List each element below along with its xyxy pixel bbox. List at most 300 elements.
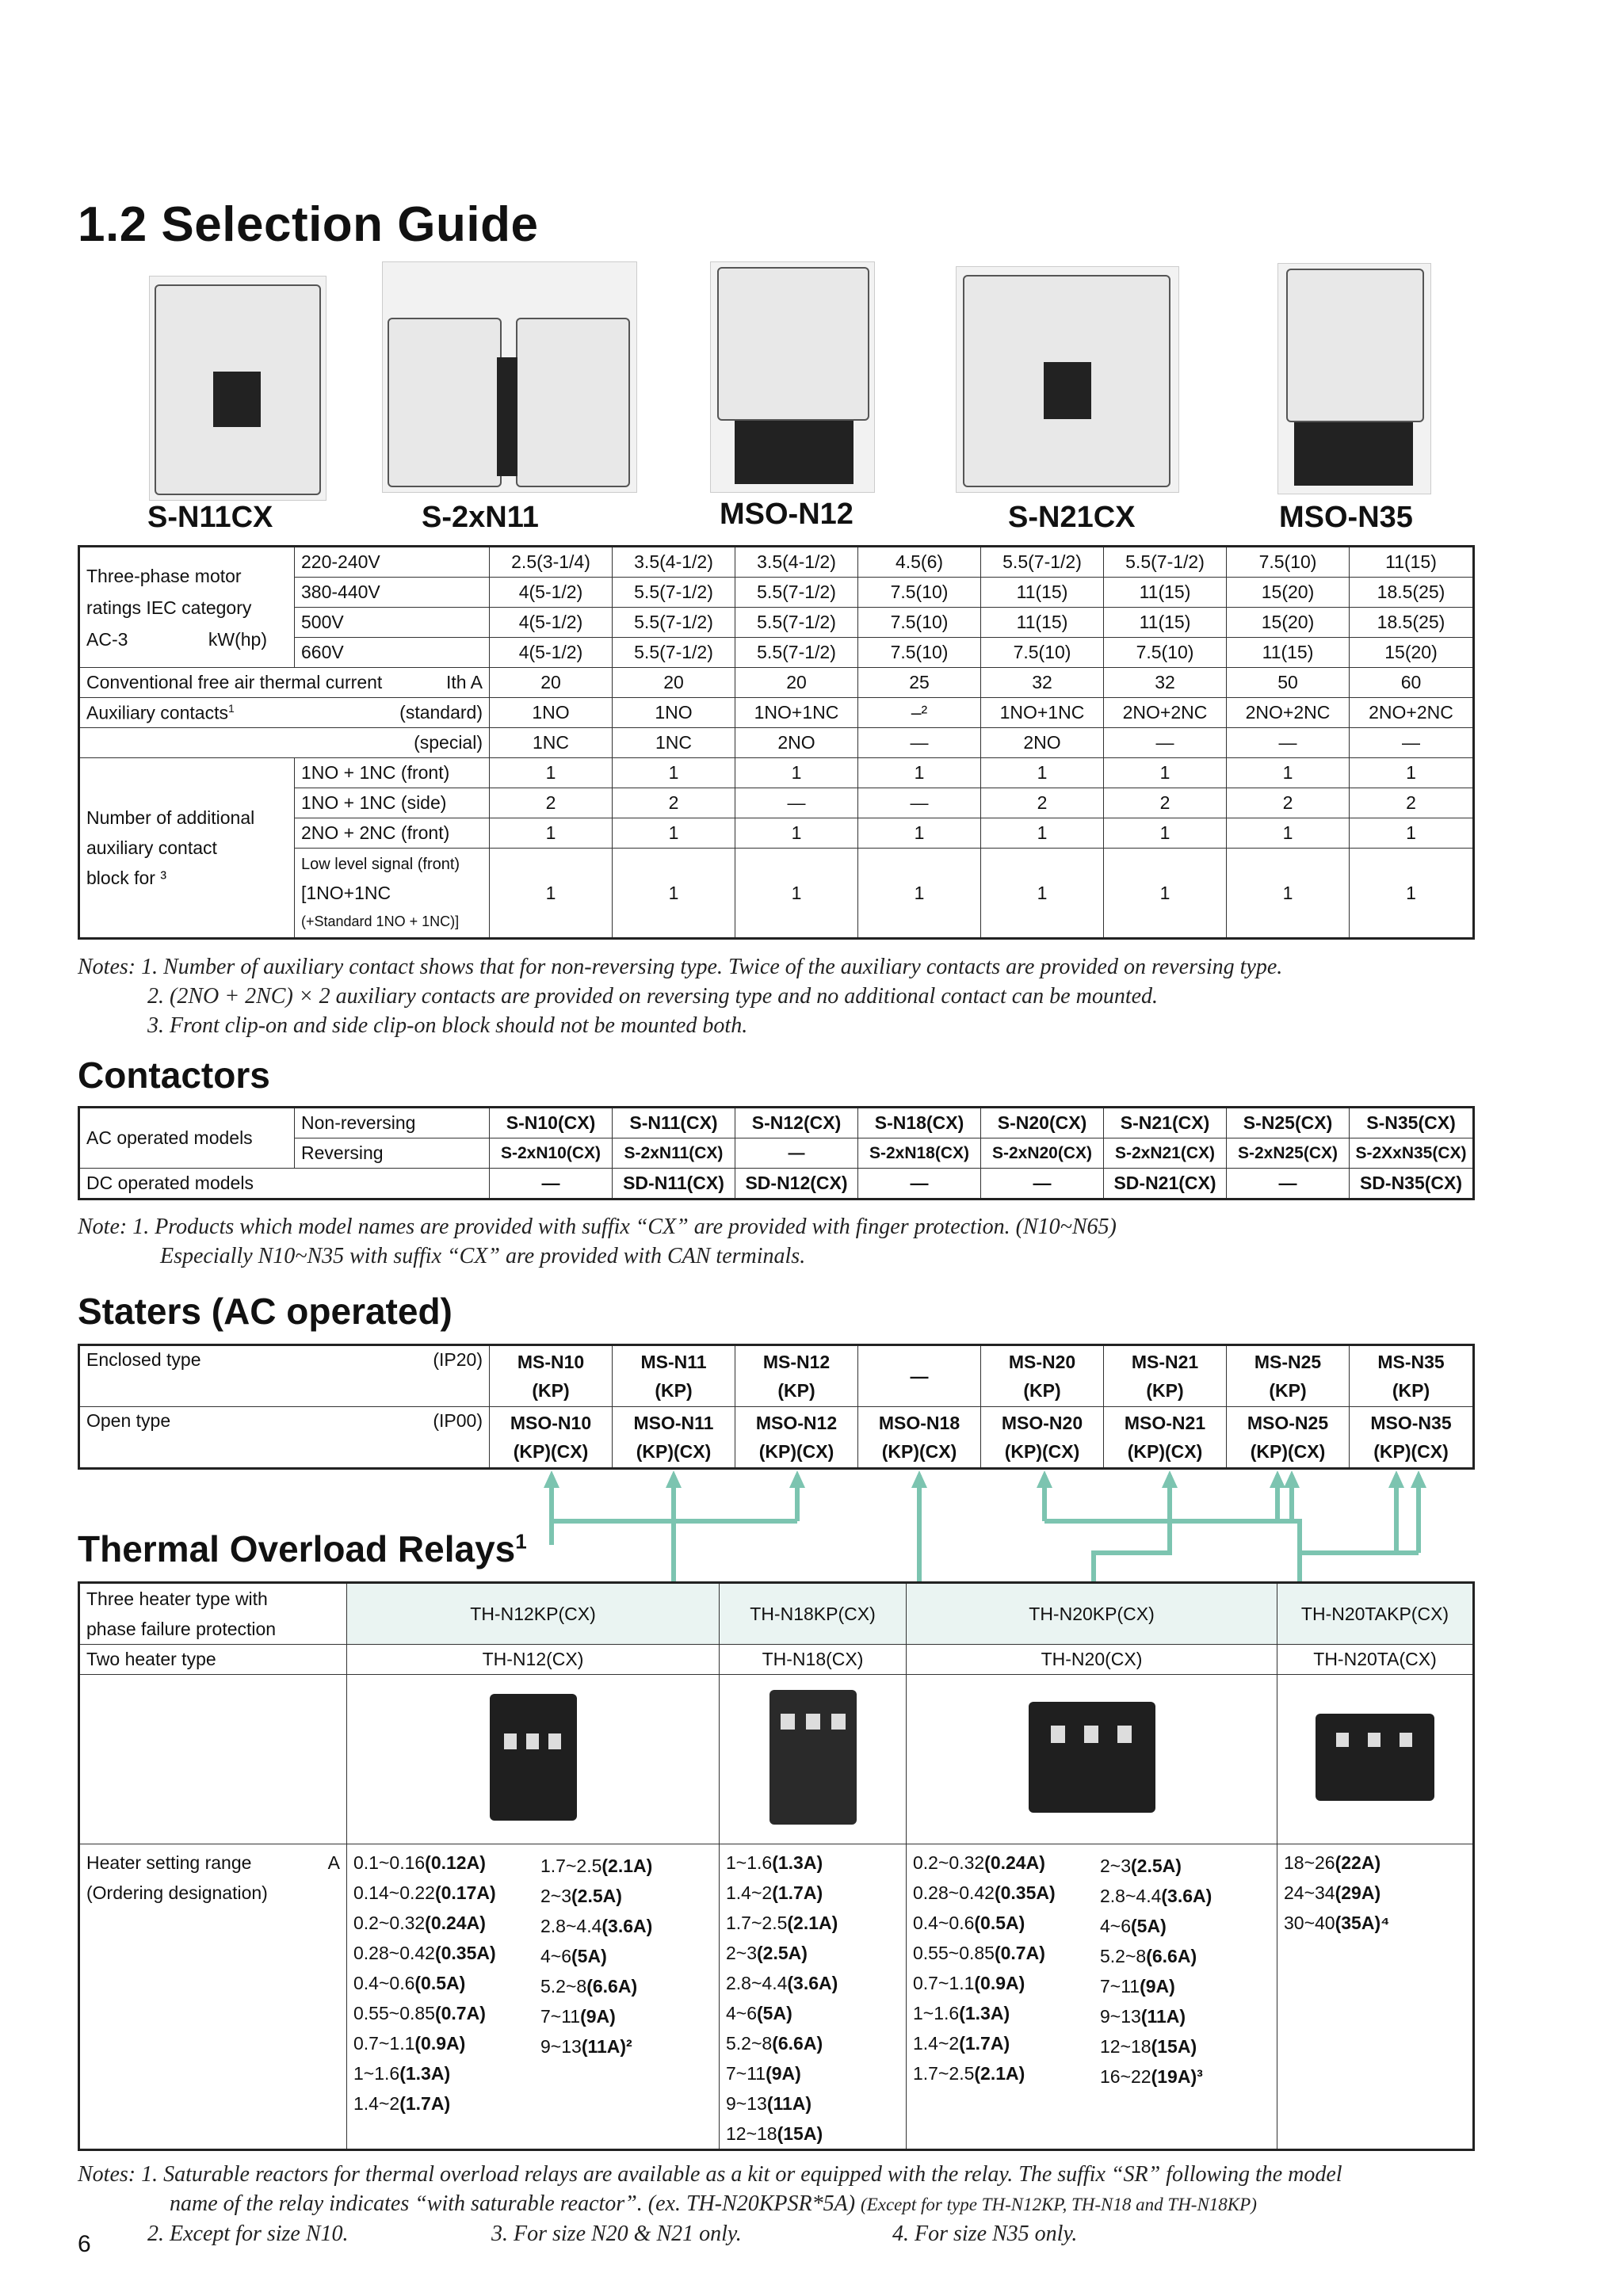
range-value: 1.4~2 <box>913 2033 960 2054</box>
heater-range <box>353 1848 540 1878</box>
heater-range <box>540 2001 652 2031</box>
range-value: 0.28~0.42 <box>353 1943 435 1963</box>
contactor-model: — <box>1227 1169 1350 1199</box>
motor-rating-value: 11(15) <box>981 578 1104 608</box>
note-line <box>78 2189 1583 2219</box>
block-count-value: 1 <box>613 818 735 849</box>
enclosed-label <box>79 1345 490 1407</box>
thermal-current-value: 60 <box>1350 668 1474 698</box>
model-line: (KP)(CX) <box>1250 1441 1326 1462</box>
contactor-model: S-2xN10(CX) <box>490 1138 613 1169</box>
photo-row-label <box>79 1675 347 1844</box>
designation: (0.5A) <box>974 1913 1025 1933</box>
range-th-n20 <box>907 1844 1277 2150</box>
designation: (5A) <box>571 1946 607 1966</box>
label-line: phase failure protection <box>86 1619 277 1639</box>
aux-special-value: — <box>1227 728 1350 758</box>
aux-standard-value: 1NO+1NC <box>981 698 1104 728</box>
designation: (19A)³ <box>1151 2066 1203 2087</box>
block-count-value: 1 <box>981 849 1104 939</box>
heater-range <box>1100 1911 1212 1941</box>
product-photo-mso-n35 <box>1277 263 1431 494</box>
label-line: Three-phase motor <box>86 565 242 586</box>
label-line <box>86 1349 483 1371</box>
label-text: Conventional free air thermal current <box>86 672 383 692</box>
contactor-model: SD-N21(CX) <box>1104 1169 1227 1199</box>
motor-rating-value: 15(20) <box>1350 638 1474 668</box>
contactor-model: S-N20(CX) <box>981 1108 1104 1138</box>
block-count-value: 2 <box>1104 788 1227 818</box>
designation: (5A) <box>1131 1916 1167 1936</box>
designation: (11A)² <box>581 2036 632 2057</box>
block-count-value: 1 <box>490 818 613 849</box>
range-value: 0.1~0.16 <box>353 1852 426 1873</box>
contactor-model: S-2XxN35(CX) <box>1350 1138 1474 1169</box>
contactor-nonrev-row <box>79 1108 1474 1138</box>
designation: (0.12A) <box>425 1852 486 1873</box>
contactor-dc-row <box>79 1169 1474 1199</box>
block-count-value: 1 <box>735 758 858 788</box>
range-value: 30~40 <box>1284 1913 1335 1933</box>
contactors-table <box>78 1106 1475 1200</box>
thermal-current-value: 50 <box>1227 668 1350 698</box>
model-line: (KP)(CX) <box>1373 1441 1449 1462</box>
relay-three-heater: TH-N20KP(CX) <box>907 1583 1277 1645</box>
heater-range <box>353 2058 540 2088</box>
heater-range <box>1100 2031 1212 2061</box>
range-value: 0.14~0.22 <box>353 1882 435 1903</box>
heater-range <box>1100 2061 1212 2092</box>
label-line <box>86 1410 483 1432</box>
range-value: 12~18 <box>1100 2036 1151 2057</box>
heater-range <box>353 1938 540 1968</box>
designation: (0.35A) <box>434 1943 496 1963</box>
model-line: (KP)(CX) <box>513 1441 589 1462</box>
heater-range <box>1100 2001 1212 2031</box>
additional-block-label <box>79 758 295 939</box>
motor-rating-value: 4.5(6) <box>858 547 981 578</box>
motor-rating-value: 5.5(7-1/2) <box>735 638 858 668</box>
thermal-table <box>78 1581 1475 2151</box>
range-value: 9~13 <box>540 2036 582 2057</box>
motor-rating-value: 5.5(7-1/2) <box>735 608 858 638</box>
aux-special-value: — <box>858 728 981 758</box>
starter-model <box>1104 1345 1227 1407</box>
starter-model <box>858 1407 981 1469</box>
product-label: S-N21CX <box>1008 501 1136 534</box>
heater-range <box>913 1878 1100 1908</box>
aux-standard-value: –² <box>858 698 981 728</box>
note-text: name of the relay indicates “with saturable reactor”. (ex. TH-N20KPSR*5A) <box>170 2191 856 2216</box>
motor-rating-value: 5.5(7-1/2) <box>613 638 735 668</box>
block-count-value: 1 <box>1227 818 1350 849</box>
label-text: AC-3 <box>86 628 128 650</box>
block-count-value: 2 <box>1227 788 1350 818</box>
label-line <box>86 624 288 655</box>
motor-rating-value: 11(15) <box>1350 547 1474 578</box>
aux-special-value: 1NC <box>613 728 735 758</box>
range-th-n12 <box>347 1844 720 2150</box>
contactor-model: S-N12(CX) <box>735 1108 858 1138</box>
range-value: 7~11 <box>1100 1976 1140 1997</box>
relay-two-heater: TH-N20TA(CX) <box>1277 1645 1474 1675</box>
motor-rating-value: 7.5(10) <box>858 578 981 608</box>
contactor-model: S-N35(CX) <box>1350 1108 1474 1138</box>
block-count-value: 1 <box>1104 818 1227 849</box>
contactor-model: S-2xN11(CX) <box>613 1138 735 1169</box>
heater-range <box>913 1908 1100 1938</box>
model-line: (KP) <box>1392 1380 1430 1401</box>
voltage-label: 220-240V <box>295 547 490 578</box>
designation: (2.5A) <box>571 1886 622 1906</box>
designation: (29A) <box>1335 1882 1381 1903</box>
motor-rating-value: 18.5(25) <box>1350 608 1474 638</box>
relay-image <box>482 1686 585 1829</box>
range-list <box>1284 1848 1466 1938</box>
heater-range <box>913 1938 1100 1968</box>
contactor-model: S-N10(CX) <box>490 1108 613 1138</box>
heater-range <box>1100 1851 1212 1881</box>
range-value: 0.7~1.1 <box>353 2033 415 2054</box>
aux-standard-label <box>79 698 490 728</box>
motor-rating-value: 4(5-1/2) <box>490 608 613 638</box>
designation: (22A) <box>1335 1852 1381 1873</box>
aux-special-value: 2NO <box>735 728 858 758</box>
motor-rating-row <box>79 547 1474 578</box>
contactor-model: S-2xN25(CX) <box>1227 1138 1350 1169</box>
contactor-model: S-N21(CX) <box>1104 1108 1227 1138</box>
aux-special-value: — <box>1350 728 1474 758</box>
heater-range <box>540 1941 652 1971</box>
model-line: (KP)(CX) <box>1004 1441 1080 1462</box>
block-count-value: 1 <box>1104 849 1227 939</box>
heater-range <box>353 2088 540 2119</box>
heater-range <box>726 1878 899 1908</box>
two-heater-label: Two heater type <box>79 1645 347 1675</box>
designation: (1.3A) <box>772 1852 823 1873</box>
range-list <box>913 1848 1100 2092</box>
heater-range <box>1284 1848 1466 1878</box>
block-count-value: 2 <box>1350 788 1474 818</box>
heater-range <box>353 1998 540 2028</box>
starter-model <box>981 1407 1104 1469</box>
product-label: S-2xN11 <box>422 501 539 534</box>
low-level-label <box>295 849 490 939</box>
range-value: 1.7~2.5 <box>540 1855 602 1876</box>
block-count-value: 1 <box>490 849 613 939</box>
block-type-label: 2NO + 2NC (front) <box>295 818 490 849</box>
designation: (5A) <box>757 2003 792 2023</box>
label-text <box>86 702 235 724</box>
model-line: (KP) <box>1269 1380 1307 1401</box>
thermal-current-row <box>79 668 1474 698</box>
designation: (2.5A) <box>757 1943 808 1963</box>
range-value: 24~34 <box>1284 1882 1335 1903</box>
motor-rating-value: 5.5(7-1/2) <box>981 547 1104 578</box>
contactor-model: — <box>858 1169 981 1199</box>
block-count-value: — <box>735 788 858 818</box>
voltage-label: 380-440V <box>295 578 490 608</box>
designation: (0.9A) <box>974 1973 1025 1993</box>
heater-range <box>540 1971 652 2001</box>
arrow-n35-group <box>1277 1475 1419 1585</box>
contactor-model: S-N11(CX) <box>613 1108 735 1138</box>
heater-range <box>353 1968 540 1998</box>
heater-range <box>913 1848 1100 1878</box>
motor-label <box>79 547 295 668</box>
selection-table <box>78 545 1475 940</box>
heater-range <box>1100 1971 1212 2001</box>
starter-model <box>981 1345 1104 1407</box>
aux-special-value: 2NO <box>981 728 1104 758</box>
designation: (2.5A) <box>1131 1855 1182 1876</box>
heater-range <box>913 1968 1100 1998</box>
block-type-label: 1NO + 1NC (front) <box>295 758 490 788</box>
heater-range <box>726 1938 899 1968</box>
starter-model <box>490 1345 613 1407</box>
label-unit: (IP00) <box>433 1410 483 1431</box>
designation: (0.35A) <box>994 1882 1056 1903</box>
range-value: 2~3 <box>1100 1855 1132 1876</box>
model-line: MS-N25 <box>1254 1352 1322 1372</box>
range-value: 5.2~8 <box>726 2033 773 2054</box>
model-line: MSO-N25 <box>1247 1413 1329 1433</box>
motor-rating-value: 3.5(4-1/2) <box>613 547 735 578</box>
motor-rating-value: 7.5(10) <box>858 638 981 668</box>
label-line <box>86 702 483 724</box>
designation: (15A) <box>1151 2036 1197 2057</box>
range-value: 5.2~8 <box>540 1976 587 1997</box>
motor-rating-value: 15(20) <box>1227 578 1350 608</box>
product-label: MSO-N35 <box>1279 501 1413 534</box>
product-photo-mso-n12 <box>710 261 875 493</box>
model-line: (KP)(CX) <box>758 1441 834 1462</box>
designation: (3.6A) <box>787 1973 838 1993</box>
relay-image <box>1013 1686 1171 1829</box>
relay-image <box>1308 1706 1442 1809</box>
range-value: 1.4~2 <box>353 2093 400 2114</box>
heater-range <box>1100 1881 1212 1911</box>
relay-two-heater: TH-N18(CX) <box>720 1645 907 1675</box>
block-count-value: — <box>858 788 981 818</box>
heater-range <box>353 1878 540 1908</box>
aux-standard-value: 2NO+2NC <box>1104 698 1227 728</box>
relay-photo-th-n20ta <box>1277 1675 1474 1844</box>
designation: (0.24A) <box>984 1852 1045 1873</box>
block-count-value: 1 <box>1104 758 1227 788</box>
heater-range <box>726 2119 899 2149</box>
block-count-value: 1 <box>858 818 981 849</box>
label-line: Number of additional <box>86 807 255 828</box>
heater-range <box>353 2028 540 2058</box>
thermal-current-value: 32 <box>1104 668 1227 698</box>
block-count-value: 1 <box>1350 818 1474 849</box>
model-line: (KP)(CX) <box>636 1441 712 1462</box>
product-photo-s-n21cx <box>956 266 1179 493</box>
starter-model <box>1104 1407 1227 1469</box>
range-value: 1~1.6 <box>913 2003 960 2023</box>
thermal-current-value: 20 <box>613 668 735 698</box>
range-value: 0.2~0.32 <box>913 1852 985 1873</box>
note-line: 3. Front clip-on and side clip-on block should not be mounted both. <box>147 1013 748 1038</box>
label-line <box>86 672 483 693</box>
range-value: 4~6 <box>540 1946 572 1966</box>
arrow-n20-group <box>1044 1475 1292 1585</box>
designation: (1.3A) <box>399 2063 451 2084</box>
thermal-current-value: 32 <box>981 668 1104 698</box>
contactors-heading: Contactors <box>78 1055 270 1096</box>
label-line: block for ³ <box>86 868 166 888</box>
model-line: (KP) <box>1146 1380 1184 1401</box>
label-line: Low level signal (front) <box>301 856 460 873</box>
block-count-value: 1 <box>735 849 858 939</box>
label-unit: Ith A <box>445 672 483 692</box>
designation: (9A) <box>1140 1976 1175 1997</box>
contactor-model: S-2xN21(CX) <box>1104 1138 1227 1169</box>
thermal-current-value: 20 <box>735 668 858 698</box>
relay-two-heater: TH-N12(CX) <box>347 1645 720 1675</box>
range-label-text: Heater setting range <box>86 1852 252 1873</box>
heater-range <box>1284 1878 1466 1908</box>
page-title: 1.2 Selection Guide <box>78 197 539 252</box>
heater-range <box>726 2058 899 2088</box>
designation: (15A) <box>777 2123 823 2144</box>
starter-model <box>1350 1345 1474 1407</box>
block-count-value: 2 <box>613 788 735 818</box>
contactor-model: SD-N11(CX) <box>613 1169 735 1199</box>
block-count-value: 1 <box>613 849 735 939</box>
designation: (6.6A) <box>1146 1946 1197 1966</box>
contactor-model: S-N18(CX) <box>858 1108 981 1138</box>
aux-special-row <box>79 728 1474 758</box>
motor-rating-value: 7.5(10) <box>1227 547 1350 578</box>
range-value: 12~18 <box>726 2123 777 2144</box>
model-line: MS-N11 <box>640 1352 707 1372</box>
designation: (3.6A) <box>601 1916 653 1936</box>
heater-range <box>913 2028 1100 2058</box>
block-count-value: 1 <box>1227 849 1350 939</box>
designation: (3.6A) <box>1161 1886 1212 1906</box>
note-text: 3. For size N20 & N21 only. <box>491 2222 742 2246</box>
designation: (9A) <box>580 2006 616 2027</box>
model-line: (KP) <box>532 1380 570 1401</box>
model-line: (KP) <box>1023 1380 1061 1401</box>
dc-operated-label: DC operated models <box>79 1169 490 1199</box>
starter-model <box>1227 1407 1350 1469</box>
range-value: 0.2~0.32 <box>353 1913 426 1933</box>
block-count-value: 1 <box>981 818 1104 849</box>
designation: (2.1A) <box>974 2063 1025 2084</box>
aux-special-value: — <box>1104 728 1227 758</box>
aux-standard-value: 2NO+2NC <box>1227 698 1350 728</box>
model-line: MSO-N35 <box>1370 1413 1452 1433</box>
label-unit: (IP20) <box>433 1349 483 1370</box>
range-value: 1.7~2.5 <box>726 1913 788 1933</box>
motor-rating-value: 3.5(4-1/2) <box>735 547 858 578</box>
product-photo-s-n11cx <box>149 276 327 501</box>
range-value: 1.4~2 <box>726 1882 773 1903</box>
aux-special-value: 1NC <box>490 728 613 758</box>
designation: (2.1A) <box>787 1913 838 1933</box>
thermal-heading-sup: 1 <box>515 1529 527 1554</box>
ac-operated-label: AC operated models <box>79 1108 295 1169</box>
aux-sup: 1 <box>227 701 235 715</box>
note-line: 2. (2NO + 2NC) × 2 auxiliary contacts are provided on reversing type and no additional contact can be mounted. <box>147 984 1159 1009</box>
aux-standard-row <box>79 698 1474 728</box>
aux-standard-value: 1NO <box>613 698 735 728</box>
range-value: 0.28~0.42 <box>913 1882 995 1903</box>
arrow-n12-group <box>552 1475 797 1585</box>
designation: (2.1A) <box>601 1855 653 1876</box>
motor-rating-value: 11(15) <box>1104 578 1227 608</box>
range-value: 1~1.6 <box>353 2063 400 2084</box>
range-value: 18~26 <box>1284 1852 1335 1873</box>
range-list <box>540 1848 652 2119</box>
aux-label: Auxiliary contacts <box>86 702 228 723</box>
designation: (1.3A) <box>959 2003 1010 2023</box>
range-value: 0.4~0.6 <box>913 1913 975 1933</box>
model-line: MS-N10 <box>517 1352 585 1372</box>
range-value: 2.8~4.4 <box>540 1916 602 1936</box>
range-th-n20ta <box>1277 1844 1474 2150</box>
designation: (1.7A) <box>959 2033 1010 2054</box>
range-label <box>79 1844 347 2150</box>
range-value: 2~3 <box>540 1886 572 1906</box>
motor-rating-value: 7.5(10) <box>1104 638 1227 668</box>
range-value: 7~11 <box>540 2006 581 2027</box>
motor-rating-value: 11(15) <box>981 608 1104 638</box>
motor-rating-value: 18.5(25) <box>1350 578 1474 608</box>
designation: (0.24A) <box>425 1913 486 1933</box>
heater-range <box>726 1908 899 1938</box>
label-unit: kW(hp) <box>208 628 267 650</box>
contactor-model: — <box>490 1169 613 1199</box>
range-label-line <box>86 1848 340 1878</box>
heater-range <box>726 2088 899 2119</box>
model-line: MS-N21 <box>1131 1352 1199 1372</box>
range-value: 4~6 <box>1100 1916 1132 1936</box>
motor-rating-value: 5.5(7-1/2) <box>613 608 735 638</box>
starter-model <box>1227 1345 1350 1407</box>
model-line: MS-N20 <box>1008 1352 1076 1372</box>
label-line: [1NO+1NC <box>301 883 391 903</box>
range-value: 1.7~2.5 <box>913 2063 975 2084</box>
starter-model <box>735 1345 858 1407</box>
starter-model <box>490 1407 613 1469</box>
range-value: 2.8~4.4 <box>726 1973 788 1993</box>
block-count-value: 2 <box>490 788 613 818</box>
starter-model <box>858 1345 981 1407</box>
model-line: MSO-N10 <box>510 1413 592 1433</box>
note-line <box>78 2219 1583 2248</box>
range-sub: (Ordering designation) <box>86 1882 268 1903</box>
thermal-notes <box>78 2160 1583 2248</box>
nonrev-label: Non-reversing <box>295 1108 490 1138</box>
block-count-value: 1 <box>1350 758 1474 788</box>
heater-range <box>913 1998 1100 2028</box>
contactor-model: — <box>735 1138 858 1169</box>
selection-notes <box>78 952 1552 1040</box>
label-line: (+Standard 1NO + 1NC)] <box>301 913 460 929</box>
relay-photo-th-n12 <box>347 1675 720 1844</box>
block-count-value: 1 <box>490 758 613 788</box>
open-label <box>79 1407 490 1469</box>
range-list <box>726 1848 899 2149</box>
note-text: 4. For size N35 only. <box>892 2222 1078 2246</box>
heater-range <box>353 1908 540 1938</box>
motor-rating-value: 7.5(10) <box>981 638 1104 668</box>
designation: (11A) <box>1140 2006 1186 2027</box>
